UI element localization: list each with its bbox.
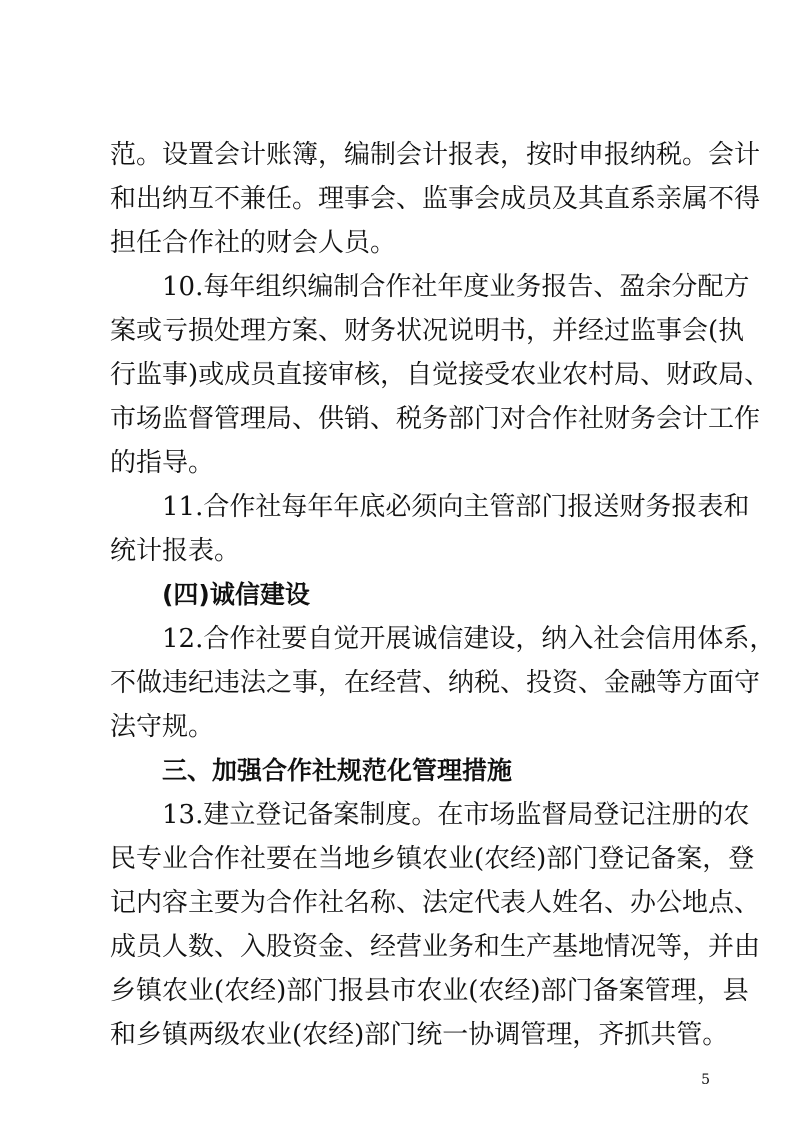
paragraph-line: 法守规。: [110, 712, 215, 742]
paragraph-line: 不做违纪违法之事，在经营、纳税、投资、金融等方面守: [110, 668, 761, 698]
paragraph-line: 担任合作社的财会人员。: [110, 228, 397, 258]
paragraph-line: 乡镇农业(农经)部门报县市农业(农经)部门备案管理，县: [110, 976, 749, 1006]
paragraph-line: 记内容主要为合作社名称、法定代表人姓名、办公地点、: [110, 888, 761, 918]
paragraph-line: 市场监督管理局、供销、税务部门对合作社财务会计工作: [110, 404, 761, 434]
paragraph-line: 范。设置会计账簿，编制会计报表，按时申报纳税。会计: [110, 140, 761, 170]
paragraph-line: 10.每年组织编制合作社年度业务报告、盈余分配方: [162, 272, 750, 302]
paragraph-line: 11.合作社每年年底必须向主管部门报送财务报表和: [162, 492, 750, 522]
paragraph-line: 行监事)或成员直接审核，自觉接受农业农村局、财政局、: [110, 360, 771, 390]
page-number: 5: [701, 1072, 710, 1088]
paragraph-line: 民专业合作社要在当地乡镇农业(农经)部门登记备案，登: [110, 844, 755, 874]
paragraph-line: 和出纳互不兼任。理事会、监事会成员及其直系亲属不得: [110, 184, 761, 214]
paragraph-line: 13.建立登记备案制度。在市场监督局登记注册的农: [162, 800, 750, 830]
paragraph-line: 统计报表。: [110, 536, 241, 566]
paragraph-line: 的指导。: [110, 448, 215, 478]
subsection-heading: (四)诚信建设: [162, 580, 310, 609]
paragraph-line: 成员人数、入股资金、经营业务和生产基地情况等，并由: [110, 932, 761, 962]
paragraph-line: 和乡镇两级农业(农经)部门统一协调管理，齐抓共管。: [110, 1020, 729, 1050]
section-heading: 三、加强合作社规范化管理措施: [162, 756, 513, 785]
paragraph-line: 12.合作社要自觉开展诚信建设，纳入社会信用体系，: [162, 624, 776, 654]
paragraph-line: 案或亏损处理方案、财务状况说明书，并经过监事会(执: [110, 316, 745, 346]
